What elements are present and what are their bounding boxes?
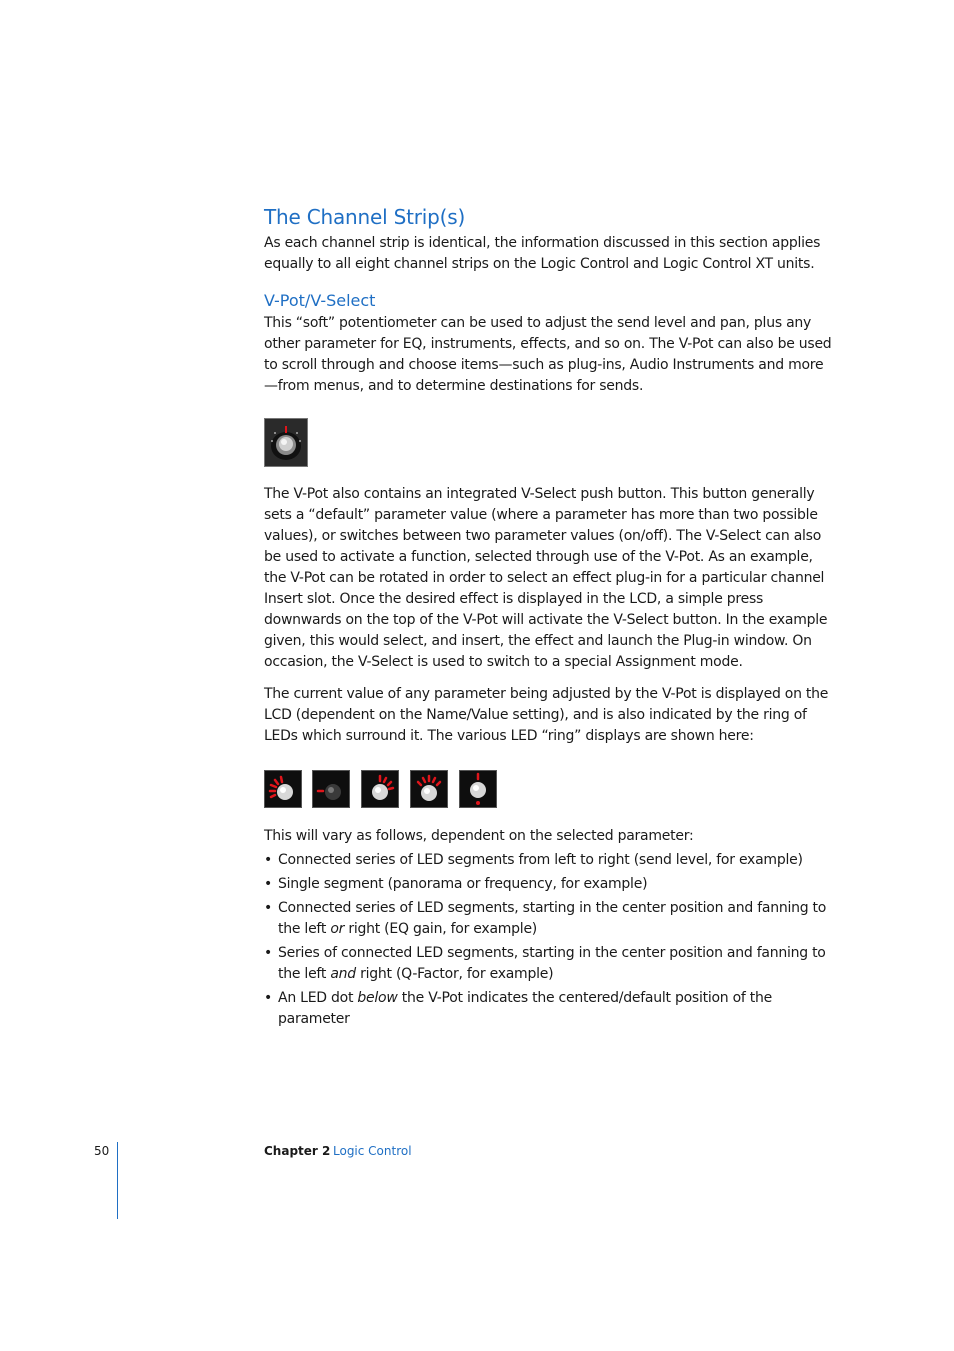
- section-intro: As each channel strip is identical, the information discussed in this section applies equally to all eight channel strips on the Logic Control and Logic Control XT units.: [264, 235, 821, 272]
- list-item: • Connected series of LED segments from left to right (send level, for example): [264, 852, 803, 868]
- list-item: • Series of connected LED segments, starting in the center position and fanning to the left and right (Q-Factor, for example): [264, 945, 826, 982]
- led-ring-single-segment-image: [312, 770, 350, 808]
- led-ring-description: The current value of any parameter being adjusted by the V-Pot is displayed on the LCD (dependent on the Name/Value setting), and is also indicated by the ring of LEDs which surround it. The various LED “ring” displays are shown here:: [264, 686, 829, 744]
- vselect-description: The V-Pot also contains an integrated V-Select push button. This button generally sets a “default” parameter value (where a parameter has more than two possible values), or switches between two parameter values (on/off). The V-Select can also be used to activate a function, selected through use of the V-Pot. As an example, the V-Pot can be rotated in order to select an effect plug-in for a particular channel Insert slot. Once the desired effect is displayed in the LCD, a simple press downwards on the top of the V-Pot will activate the V-Select button. In the example given, this would select, and insert, the effect and launch the Plug-in window. On occasion, the V-Select is used to switch to a special Assignment mode.: [264, 486, 828, 670]
- section-title: The Channel Strip(s): [264, 205, 466, 229]
- list-item: • Connected series of LED segments, starting in the center position and fanning to the left or right (EQ gain, for example): [264, 900, 827, 937]
- list-item: • An LED dot below the V-Pot indicates the centered/default position of the parameter: [264, 990, 773, 1027]
- led-mode-list: [264, 850, 836, 1033]
- footer-chapter-title: Logic Control: [333, 1144, 412, 1158]
- led-ring-center-fan-both-image: [410, 770, 448, 808]
- footer-rule: [117, 1142, 118, 1219]
- vpot-description: This “soft” potentiometer can be used to adjust the send level and pan, plus any other parameter for EQ, instruments, effects, and so on. The V-Pot can also be used to scroll through and choose items—such as plug-ins, Audio Instruments and more—from menus, and to determine destinations for sends.: [264, 315, 832, 394]
- vary-intro: This will vary as follows, dependent on the selected parameter:: [264, 828, 694, 844]
- list-item: • Single segment (panorama or frequency, for example): [264, 876, 648, 892]
- led-ring-center-fan-image: [361, 770, 399, 808]
- led-ring-displays: [264, 770, 504, 808]
- led-ring-left-to-right-image: [264, 770, 302, 808]
- page-number: 50: [94, 1144, 110, 1158]
- led-ring-center-dot-image: [459, 770, 497, 808]
- subsection-title: V-Pot/V-Select: [264, 291, 376, 310]
- footer-chapter-label: Chapter 2: [264, 1144, 331, 1158]
- vpot-knob-image: [264, 418, 308, 467]
